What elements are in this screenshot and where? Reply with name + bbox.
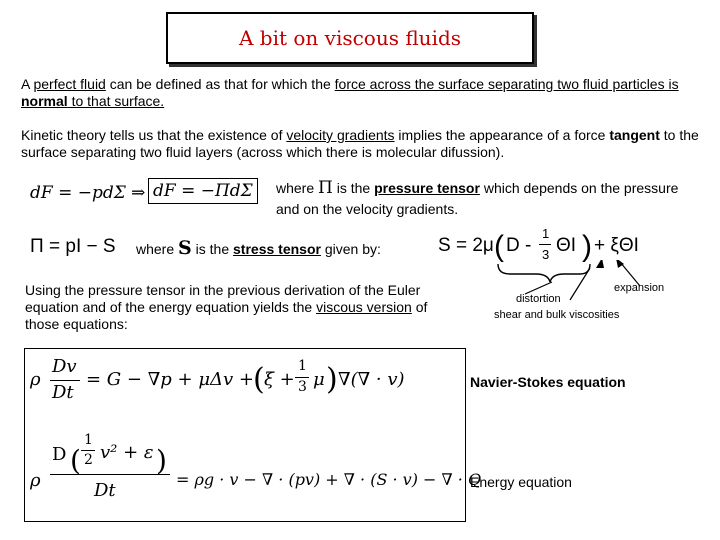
energy-equation-label: Energy equation bbox=[470, 474, 572, 490]
expansion-label: expansion bbox=[614, 282, 665, 294]
s-eq-tail: + ξΘI bbox=[594, 235, 639, 256]
en-half-bar bbox=[81, 450, 95, 451]
s-eq-frac-num: 1 bbox=[542, 226, 550, 241]
where-s-text-1: where bbox=[136, 241, 179, 257]
distortion-brace bbox=[498, 264, 590, 282]
ns-third-den: 3 bbox=[298, 379, 307, 395]
en-paren-right: ) bbox=[156, 444, 167, 477]
p3-underlined-1: viscous version bbox=[316, 299, 412, 315]
ns-mu: μ bbox=[313, 369, 325, 390]
ns-third-num: 1 bbox=[298, 358, 307, 374]
ns-denominator: Dt bbox=[52, 382, 74, 403]
force-equation-rhs-box bbox=[148, 178, 258, 204]
en-denominator: Dt bbox=[94, 480, 116, 501]
force-rhs-text: dF = −ΠdΣ bbox=[153, 181, 253, 201]
where-s-text-3: given by: bbox=[320, 241, 381, 257]
ns-rhs-part1: = G − ∇p + μΔv + bbox=[86, 369, 254, 390]
where-s-text-2: is the bbox=[191, 241, 234, 257]
ns-third-bar bbox=[295, 377, 309, 378]
ns-paren-left: ( bbox=[253, 362, 265, 397]
force-equation-lhs bbox=[30, 183, 145, 203]
p1-bold-normal: normal bbox=[21, 93, 68, 109]
energy-equation bbox=[30, 430, 482, 514]
force-lhs-text: dF = −pdΣ bbox=[30, 183, 126, 203]
s-eq-paren-left: ( bbox=[494, 230, 504, 263]
kinetic-theory-paragraph bbox=[21, 127, 701, 161]
p1-underlined-2: force across the surface separating two fluid particles is bbox=[334, 76, 679, 92]
s-eq-lhs: S = 2μ bbox=[438, 235, 494, 256]
p2-underlined-1: velocity gradients bbox=[286, 127, 395, 143]
ns-numerator: Dv bbox=[52, 356, 77, 377]
en-half-num: 1 bbox=[84, 432, 93, 448]
ns-tail: ∇(∇ · v) bbox=[338, 369, 405, 390]
en-rho: ρ bbox=[30, 470, 41, 491]
stress-tensor-definition bbox=[136, 238, 381, 259]
s-eq-paren-right: ) bbox=[582, 230, 592, 263]
p2-text-1: Kinetic theory tells us that the existence of bbox=[21, 127, 287, 143]
pi-equation-text: Π = pI − S bbox=[30, 236, 116, 257]
annotation-graphics bbox=[440, 260, 720, 340]
ns-paren-right: ) bbox=[326, 362, 338, 397]
ns-xi: ξ + bbox=[264, 369, 295, 390]
pressure-tensor-definition bbox=[276, 178, 696, 220]
viscosity-arrow-head bbox=[596, 260, 604, 268]
p2-text-2: implies the appearance of a force bbox=[394, 127, 610, 143]
viscosity-arrow-line bbox=[570, 268, 590, 300]
ns-rho: ρ bbox=[30, 369, 41, 390]
slide-title: A bit on viscous fluids bbox=[238, 26, 462, 50]
ns-fraction-bar bbox=[50, 380, 80, 381]
where-pi-text-3: which depends on the pressure and on the velocity gradients. bbox=[276, 180, 679, 217]
implies-arrow: ⇒ bbox=[131, 183, 146, 203]
p1-text-1: A bbox=[21, 76, 34, 92]
p1-underlined-3: to that surface. bbox=[67, 93, 165, 109]
where-pi-text-1: where bbox=[276, 180, 319, 196]
distortion-label: distortion bbox=[516, 293, 561, 305]
en-D: D bbox=[52, 444, 67, 465]
p1-text-2: can be defined as that for which the bbox=[105, 76, 335, 92]
pi-symbol: Π bbox=[318, 178, 333, 198]
viscous-version-paragraph bbox=[25, 282, 461, 333]
s-eq-frac-den: 3 bbox=[542, 247, 550, 262]
en-fraction-bar bbox=[50, 474, 170, 475]
en-half-den: 2 bbox=[84, 452, 93, 468]
pi-equation bbox=[30, 236, 116, 258]
viscosities-label: shear and bulk viscosities bbox=[494, 309, 620, 321]
p1-underlined-1: perfect fluid bbox=[33, 76, 106, 92]
s-eq-frac-bar bbox=[539, 244, 551, 245]
stress-tensor-term: stress tensor bbox=[233, 241, 321, 257]
s-eq-theta-i: ΘI bbox=[556, 235, 577, 256]
p2-text-3: to the surface separating two fluid layers (across which there is molecular difussion). bbox=[21, 127, 699, 160]
where-pi-text-2: is the bbox=[332, 180, 375, 196]
en-rhs: = ρg · v − ∇ · (pv) + ∇ · (S · v) − ∇ · Q bbox=[176, 470, 482, 489]
slide-title-box bbox=[166, 12, 534, 64]
navier-stokes-label: Navier-Stokes equation bbox=[470, 374, 626, 390]
navier-stokes-equation bbox=[30, 356, 450, 406]
pressure-tensor-term: pressure tensor bbox=[374, 180, 480, 196]
expansion-arrow-head bbox=[616, 260, 624, 268]
s-eq-d: D - bbox=[506, 235, 532, 256]
p3-text-2: of those equations: bbox=[25, 299, 428, 332]
en-v2-eps: v² + ε bbox=[100, 442, 154, 463]
p2-bold-tangent: tangent bbox=[609, 127, 660, 143]
p3-text-1: Using the pressure tensor in the previous derivation of the Euler equation and of the energy equation yields the bbox=[25, 282, 421, 315]
perfect-fluid-paragraph bbox=[21, 76, 699, 110]
en-paren-left: ( bbox=[70, 444, 81, 477]
s-symbol: S bbox=[178, 237, 192, 259]
